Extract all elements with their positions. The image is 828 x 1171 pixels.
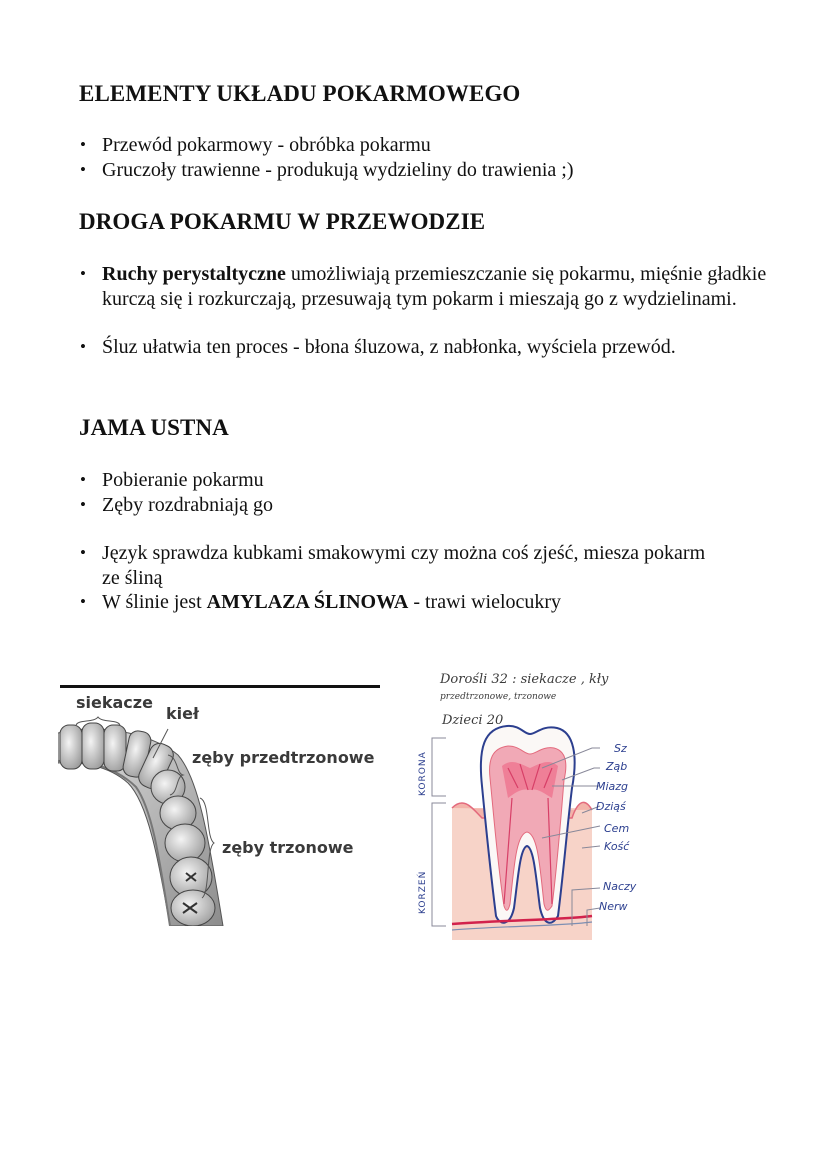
tooth-label-szkliwo: Sz: [614, 742, 627, 755]
handwritten-note-adults: Dorośli 32 : siekacze , kły: [440, 672, 609, 687]
list-item: • Gruczoły trawienne - produkują wydzieliny do trawienia ;): [79, 158, 769, 183]
list-item: • Pobieranie pokarmu: [79, 468, 769, 493]
label-korona: KORONA: [418, 751, 428, 796]
tooth-label-kosc: Kość: [604, 840, 630, 853]
bullet-list-jama-ustna: [79, 468, 769, 615]
list-item: • Przewód pokarmowy - obróbka pokarmu: [79, 133, 769, 158]
label-siekacze: siekacze: [76, 693, 153, 712]
list-item: • Zęby rozdrabniają go: [79, 493, 769, 518]
list-item: [79, 262, 769, 311]
list-item-text: umożliwiają przemieszczanie się pokarmu, mięśnie gładkie kurczą się i rozkurczają, przesuwają tym pokarm i mieszają go z wydzielinami.: [102, 263, 767, 310]
list-item: • Język sprawdza kubkami smakowymi czy można coś zjeść, miesza pokarm ze śliną: [79, 541, 712, 590]
label-zeby-przedtrzonowe: zęby przedtrzonowe: [192, 748, 375, 767]
tooth-label-nerw: Nerw: [599, 900, 628, 913]
tooth-label-naczynia: Naczy: [603, 880, 637, 893]
heading-droga-pokarmu: DROGA POKARMU W PRZEWODZIE: [79, 209, 486, 234]
label-kiel: kieł: [166, 704, 199, 723]
list-item-prefix: W ślinie jest: [102, 591, 207, 613]
jaw-teeth-diagram: [58, 683, 381, 926]
list-item: [79, 590, 769, 615]
bullet-list-droga: [79, 262, 769, 360]
bold-term: AMYLAZA ŚLINOWA: [206, 591, 409, 613]
label-zeby-trzonowe: zęby trzonowe: [222, 838, 354, 857]
handwritten-note-children: Dzieci 20: [442, 713, 504, 728]
heading-jama-ustna: JAMA USTNA: [79, 415, 229, 440]
heading-elementy-ukladu-pokarmowego: ELEMENTY UKŁADU POKARMOWEGO: [79, 81, 521, 106]
list-item-text: - trawi wielocukry: [408, 591, 562, 613]
tooth-label-dziaslo: Dziąś: [596, 800, 626, 813]
jaw-illustration: [58, 683, 381, 926]
bold-term: Ruchy perystaltyczne: [102, 263, 286, 285]
label-korzen: KORZEŃ: [418, 870, 428, 914]
handwritten-note-types: przedtrzonowe, trzonowe: [440, 692, 557, 702]
bullet-list-elements: [79, 133, 769, 182]
list-item: • Śluz ułatwia ten proces - błona śluzowa, z nabłonka, wyściela przewód.: [79, 335, 769, 360]
tooth-label-cement: Cem: [604, 822, 630, 835]
tooth-label-miazga: Miazg: [596, 780, 629, 793]
tooth-label-zebina: Ząb: [606, 760, 628, 773]
